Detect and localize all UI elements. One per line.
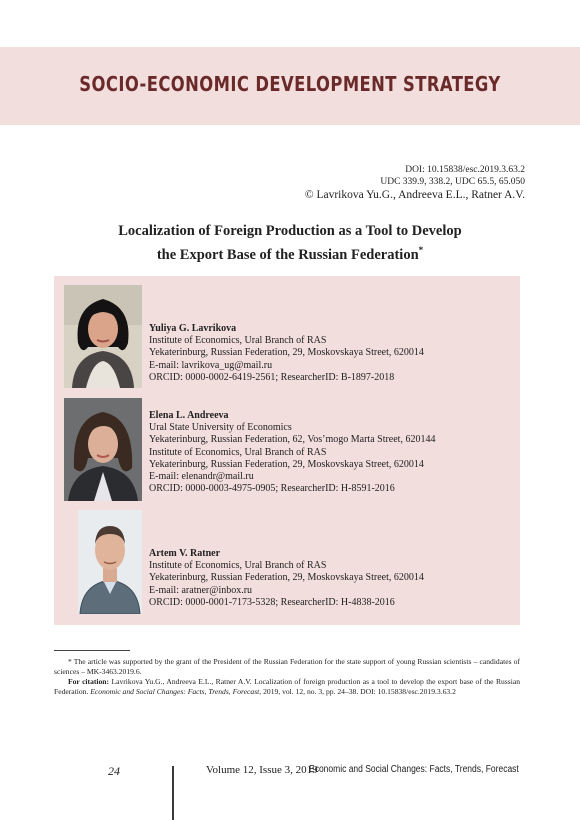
title-line-2: the Export Base of the Russian Federation — [156, 246, 419, 263]
author-info-ratner — [149, 548, 424, 609]
citation-tail: , 2019, vol. 12, no. 3, pp. 24–38. DOI: 10.15838/esc.2019.3.63.2 — [259, 687, 456, 696]
author-photo-ratner — [78, 510, 142, 614]
author-line: Yekaterinburg, Russian Federation, 29, Moskovskaya Street, 620014 — [149, 458, 424, 470]
author-line: Yekaterinburg, Russian Federation, 29, Moskovskaya Street, 620014 — [149, 572, 424, 584]
support-footnote: * The article was supported by the grant of the President of the Russian Federation for the state support of young Russian scientists – candidates of sciences – MK-3463.2019.6. — [54, 657, 520, 676]
author-info-lavrikova — [149, 323, 424, 384]
author-email: E-mail: elenandr@mail.ru — [149, 471, 254, 483]
citation-label: For citation: — [68, 677, 110, 686]
author-line: Institute of Economics, Ural Branch of RAS — [149, 446, 327, 458]
authors-box — [54, 276, 520, 625]
citation-journal: Economic and Social Changes: Facts, Trends, Forecast — [90, 687, 260, 696]
title-line-1: Localization of Foreign Production as a Tool to Develop — [118, 223, 462, 239]
journal-name: Economic and Social Changes: Facts, Trends, Forecast — [309, 764, 519, 775]
article-title — [60, 222, 520, 265]
volume-issue: Volume 12, Issue 3, 2019 — [206, 764, 318, 776]
author-email: E-mail: aratner@inbox.ru — [149, 584, 253, 596]
author-line: Institute of Economics, Ural Branch of RAS — [149, 560, 327, 572]
author-orcid: ORCID: 0000-0002-6419-2561; ResearcherID: B-1897-2018 — [149, 371, 395, 383]
author-line: Yekaterinburg, Russian Federation, 62, Vos’mogo Marta Street, 620144 — [149, 434, 436, 446]
author-info-andreeva — [149, 410, 435, 495]
author-name: Artem V. Ratner — [149, 548, 221, 559]
footnotes — [54, 657, 520, 697]
doi-line: DOI: 10.15838/esc.2019.3.63.2 — [405, 165, 525, 175]
copyright-line: © Lavrikova Yu.G., Andreeva E.L., Ratner A.V. — [304, 189, 525, 201]
section-title: SOCIO-ECONOMIC DEVELOPMENT STRATEGY — [79, 72, 501, 96]
udc-line: UDC 339.9, 338.2, UDC 65.5, 65.050 — [380, 177, 525, 187]
citation-text: Lavrikova Yu.G., Andreeva E.L., Ratner A.V. Localization of foreign production as a tool to develop the export base of the Russian Federation. — [54, 677, 520, 696]
author-orcid: ORCID: 0000-0003-4975-0905; ResearcherID: H-8591-2016 — [149, 483, 395, 495]
author-name: Yuliya G. Lavrikova — [149, 323, 237, 334]
author-photo-andreeva — [64, 398, 142, 501]
section-banner — [0, 47, 580, 125]
title-footnote-mark: * — [418, 245, 424, 255]
author-photo-lavrikova — [64, 285, 142, 388]
page-number: 24 — [108, 764, 120, 778]
footnote-divider — [54, 650, 130, 651]
author-email: E-mail: lavrikova_ug@mail.ru — [149, 359, 273, 371]
author-line: Ural State University of Economics — [149, 422, 292, 434]
footer-divider — [172, 766, 174, 820]
author-orcid: ORCID: 0000-0001-7173-5328; ResearcherID: H-4838-2016 — [149, 596, 395, 608]
citation-footnote — [54, 677, 520, 697]
author-name: Elena L. Andreeva — [149, 410, 229, 421]
author-line: Institute of Economics, Ural Branch of RAS — [149, 335, 327, 347]
author-line: Yekaterinburg, Russian Federation, 29, Moskovskaya Street, 620014 — [149, 347, 424, 359]
